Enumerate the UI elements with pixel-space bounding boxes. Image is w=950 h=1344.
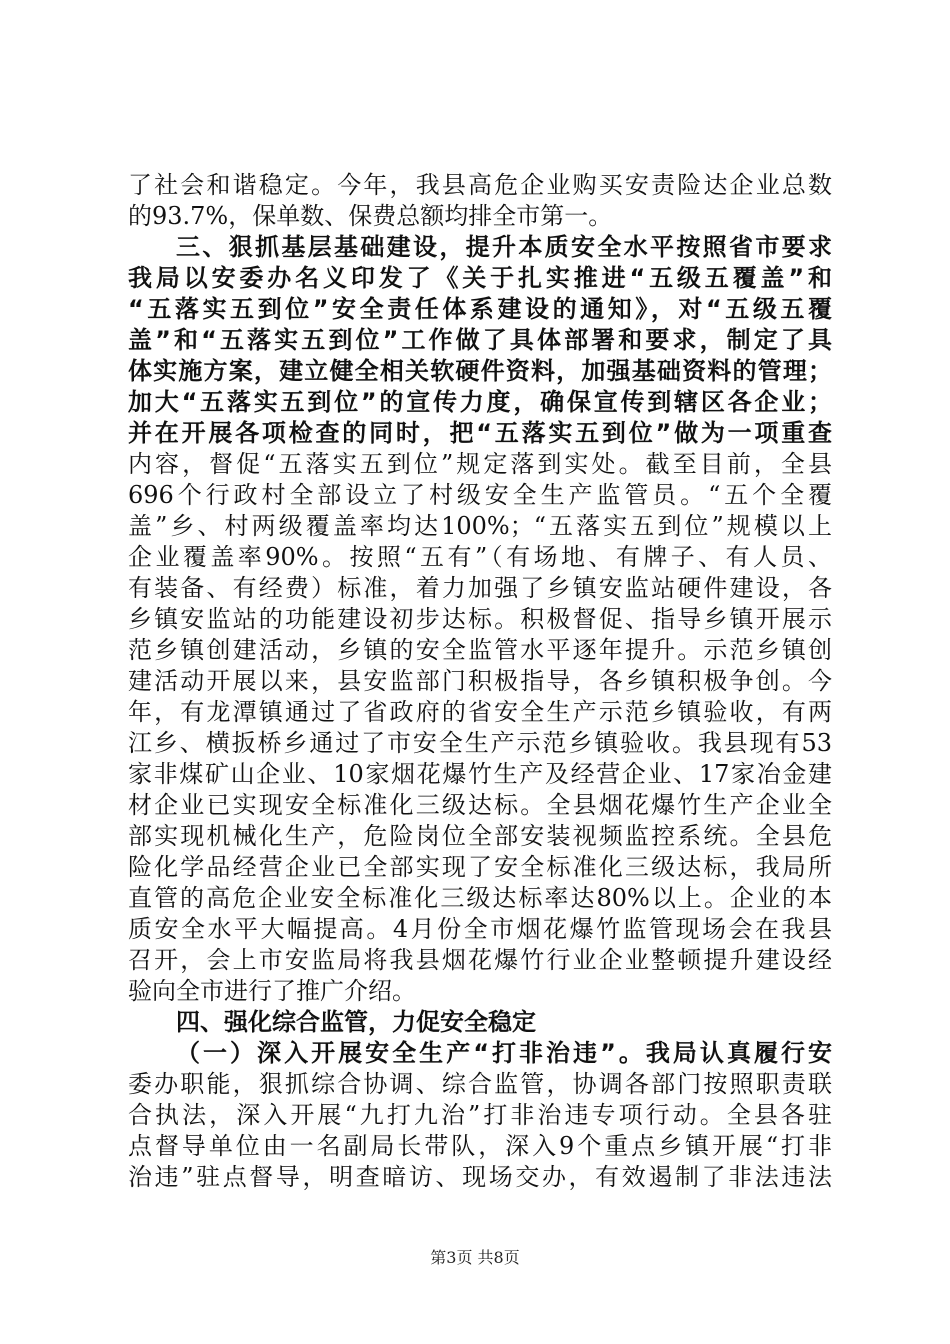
text-line: 直管的高危企业安全标准化三级达标率达80%以上。企业的本 bbox=[128, 884, 832, 912]
text-line: 合执法，深入开展“九打九治”打非治违专项行动。全县各驻 bbox=[128, 1101, 832, 1129]
section-heading: 四、强化综合监管，力促安全稳定 bbox=[176, 1008, 536, 1036]
text-line: 验向全市进行了推广介绍。 bbox=[128, 977, 416, 1005]
page-footer: 第3页 共8页 bbox=[430, 1248, 520, 1267]
text-line: 点督导单位由一名副局长带队，深入9个重点乡镇开展“打非 bbox=[128, 1132, 832, 1160]
text-line: 治违”驻点督导，明查暗访、现场交办，有效遏制了非法违法 bbox=[128, 1163, 832, 1191]
text-line: 我局以安委办名义印发了《关于扎实推进“五级五覆盖”和 bbox=[128, 264, 832, 292]
body-text bbox=[128, 170, 832, 1193]
text-line: 内容，督促“五落实五到位”规定落到实处。截至目前，全县 bbox=[128, 450, 832, 478]
text-line: 企业覆盖率90%。按照“五有”（有场地、有牌子、有人员、 bbox=[128, 543, 832, 571]
text-line: 乡镇安监站的功能建设初步达标。积极督促、指导乡镇开展示 bbox=[128, 605, 832, 633]
text-line: 盖”乡、村两级覆盖率均达100%；“五落实五到位”规模以上 bbox=[128, 512, 832, 540]
text-line: 有装备、有经费）标准，着力加强了乡镇安监站硬件建设，各 bbox=[128, 574, 832, 602]
text-line: 建活动开展以来，县安监部门积极指导，各乡镇积极争创。今 bbox=[128, 667, 832, 695]
text-line: 盖”和“五落实五到位”工作做了具体部署和要求，制定了具 bbox=[128, 326, 832, 354]
section-heading: 三、狠抓基层基础建设，提升本质安全水平按照省市要求 bbox=[176, 233, 832, 261]
text-line: 范乡镇创建活动，乡镇的安全监管水平逐年提升。示范乡镇创 bbox=[128, 636, 832, 664]
text-line: 体实施方案，建立健全相关软硬件资料，加强基础资料的管理； bbox=[128, 357, 832, 385]
text-line: 家非煤矿山企业、10家烟花爆竹生产及经营企业、17家冶金建 bbox=[128, 760, 832, 788]
text-line: 质安全水平大幅提高。4月份全市烟花爆竹监管现场会在我县 bbox=[128, 915, 832, 943]
text-line: 的93.7%，保单数、保费总额均排全市第一。 bbox=[128, 202, 613, 230]
text-line: “五落实五到位”安全责任体系建设的通知》，对“五级五覆 bbox=[128, 295, 832, 323]
text-line: 年，有龙潭镇通过了省政府的省安全生产示范乡镇验收，有两 bbox=[128, 698, 832, 726]
text-line: 险化学品经营企业已全部实现了安全标准化三级达标，我局所 bbox=[128, 853, 832, 881]
text-line: 696个行政村全部设立了村级安全生产监管员。“五个全覆 bbox=[128, 481, 832, 509]
subsection-heading: （一）深入开展安全生产“打非治违”。我局认真履行安 bbox=[176, 1039, 832, 1067]
text-line: 召开，会上市安监局将我县烟花爆竹行业企业整顿提升建设经 bbox=[128, 946, 832, 974]
text-line: 江乡、横扳桥乡通过了市安全生产示范乡镇验收。我县现有53 bbox=[128, 729, 832, 757]
text-line: 并在开展各项检查的同时，把“五落实五到位”做为一项重查 bbox=[128, 419, 832, 447]
text-line: 委办职能，狠抓综合协调、综合监管，协调各部门按照职责联 bbox=[128, 1070, 832, 1098]
text-line: 加大“五落实五到位”的宣传力度，确保宣传到辖区各企业； bbox=[128, 388, 832, 416]
text-line: 材企业已实现安全标准化三级达标。全县烟花爆竹生产企业全 bbox=[128, 791, 832, 819]
text-line: 部实现机械化生产，危险岗位全部安装视频监控系统。全县危 bbox=[128, 822, 832, 850]
text-line: 了社会和谐稳定。今年，我县高危企业购买安责险达企业总数 bbox=[128, 171, 832, 199]
